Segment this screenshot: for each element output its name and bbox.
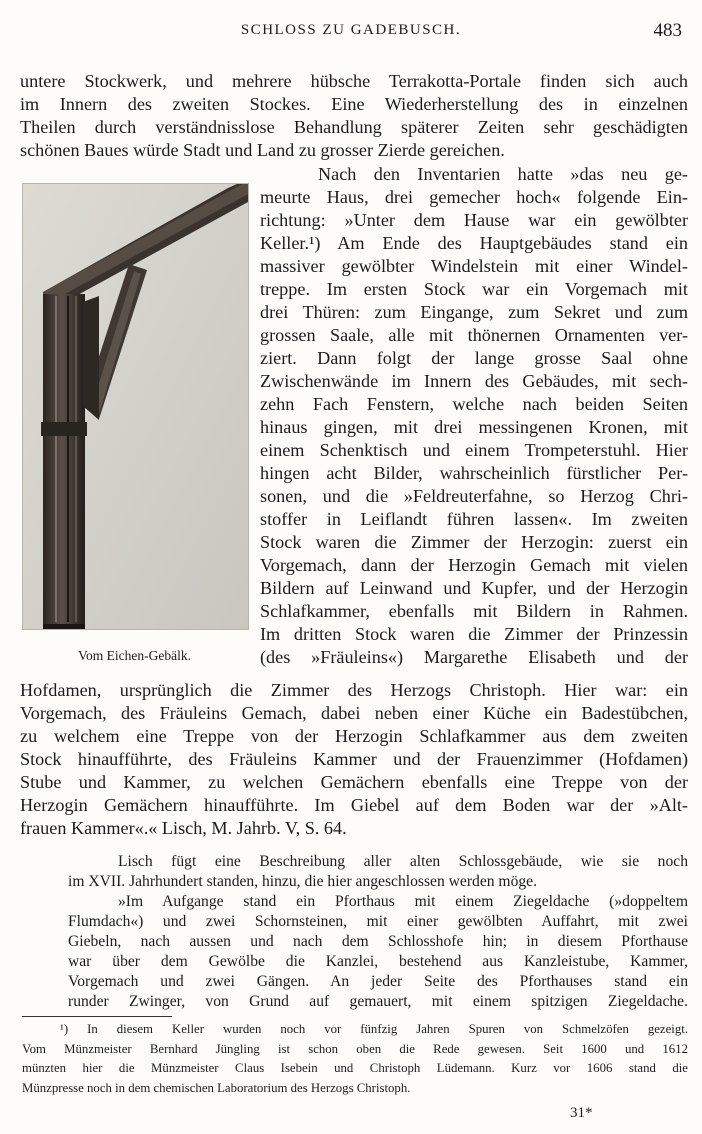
text-line: untere Stockwerk, und mehrere hübsche Terrakotta-Portale finden sich auch — [20, 71, 688, 91]
text-line: massiver gewölbter Windelstein mit einer Windel- — [260, 256, 688, 276]
paragraph-pforthaus — [68, 892, 688, 1012]
figure-caption: Vom Eichen-Gebälk. — [78, 648, 191, 663]
text-line: einem Schenktisch und einem Trompeterstuhl. Hier — [260, 440, 688, 460]
text-line: grossen Saale, alle mit thönernen Ornamenten ver- — [260, 325, 688, 345]
text-line: stoffer in Leiflandt führen lassen«. Im zweiten — [260, 509, 688, 529]
text-line: (des »Fräuleins«) Margarethe Elisabeth und der — [260, 647, 688, 667]
text-line: drei Thüren: zum Eingange, zum Sekret und zum — [260, 302, 688, 322]
text-line: sonen, und die »Feldreuterfahne, so Herzog Chri- — [260, 486, 688, 506]
footnote-line: münzten hier die Münzmeister Claus Isebein und Christoph Lüdemann. Kurz vor 1606 stand die — [22, 1061, 688, 1075]
text-line: meurte Haus, drei gemecher hoch« folgende Ein- — [260, 187, 688, 207]
text-line: »Im Aufgange stand ein Pforthaus mit einem Ziegeldache (»doppeltem — [118, 893, 688, 910]
text-line: runder Zwinger, von Grund auf gemauert, mit einem spitzigen Ziegeldache. — [68, 993, 688, 1010]
text-line: hingen acht Bilder, wahrscheinlich fürstlicher Per- — [260, 463, 688, 483]
text-line: Zwischenwände im Innern des Gebäudes, mit sech- — [260, 371, 688, 391]
paragraph-hofdamen — [20, 679, 688, 840]
footnote-divider — [22, 1016, 172, 1017]
text-line: Bildern auf Leinwand und Kupfer, und der Herzogin — [260, 578, 688, 598]
text-line: Vorgemach, dann der Herzogin Gemach mit vielen — [260, 555, 688, 575]
text-line: im Innern des zweiten Stockes. Eine Wiederherstellung des in einzelnen — [20, 94, 688, 114]
text-line: zu welchem eine Treppe von der Herzogin Schlafkammer aus dem zweiten — [20, 726, 688, 746]
footnote-line: Vom Münzmeister Bernhard Jüngling ist schon oben die Rede gewesen. Seit 1600 und 1612 — [22, 1041, 688, 1056]
paragraph-intro — [20, 70, 688, 162]
text-line: Stock hinaufführte, des Fräuleins Kammer und der Frauenzimmer (Hofdamen) — [20, 749, 688, 769]
text-line: Stock waren die Zimmer der Herzogin: zuerst ein — [260, 532, 688, 552]
text-line: Schlafkammer, ebenfalls mit Bildern in Rahmen. — [260, 601, 688, 621]
text-line: Vorgemach und zwei Gängen. An jeder Seite des Pforthauses stand ein — [68, 973, 688, 990]
page-number: 483 — [653, 20, 682, 41]
sheet-signature: 31* — [570, 1105, 593, 1121]
text-line: frauen Kammer«.« Lisch, M. Jahrb. V, S. 64. — [20, 818, 347, 838]
text-line: Theilen durch verständnisslose Behandlung späterer Zeiten sehr geschädigten — [20, 117, 688, 137]
text-line: Vorgemach, des Fräuleins Gemach, dabei neben einer Küche ein Badestübchen, — [20, 703, 688, 723]
text-line: ziert. Dann folgt der lange grosse Saal ohne — [260, 348, 688, 368]
footnote — [22, 1020, 688, 1098]
text-line: hinaus gingen, mit drei messingenen Kronen, mit — [260, 417, 688, 437]
text-line: Stube und Kammer, zu welchen Gemächern ebenfalls eine Treppe von der — [20, 772, 688, 792]
text-line: schönen Baues würde Stadt und Land zu grosser Zierde gereichen. — [20, 140, 505, 160]
oak-beam-illustration — [23, 184, 248, 629]
text-line: zehn Fach Fenstern, welche nach beiden Seiten — [260, 394, 688, 414]
text-line: Im dritten Stock waren die Zimmer der Prinzessin — [260, 624, 688, 644]
paragraph-inventory — [260, 163, 688, 669]
footnote-line: Münzpresse noch in dem chemischen Laboratorium des Herzogs Christoph. — [22, 1080, 411, 1095]
text-line: Hofdamen, ursprünglich die Zimmer des Herzogs Christoph. Hier war: ein — [20, 680, 688, 700]
paragraph-lisch-note — [68, 852, 688, 892]
figure-oak-beam-photo — [22, 183, 249, 630]
text-line: Giebeln, nach aussen und nach dem Schlosshofe hin; in diesem Pforthause — [68, 933, 688, 950]
text-line: Lisch fügt eine Beschreibung aller alten Schlossgebäude, wie sie noch — [118, 853, 688, 870]
text-line: Herzogin Gemächern hinaufführte. Im Giebel auf dem Boden war der »Alt- — [20, 795, 688, 815]
running-header-title: SCHLOSS ZU GADEBUSCH. — [240, 22, 462, 38]
text-line: richtung: »Unter dem Hause war ein gewölbter — [260, 210, 688, 230]
text-line: im XVII. Jahrhundert standen, hinzu, die hier angeschlossen werden möge. — [68, 873, 537, 890]
text-line: treppe. Im ersten Stock war ein Vorgemach mit — [260, 279, 688, 299]
text-line: Flumdach«) und zwei Schornsteinen, mit einer gewölbten Auffahrt, mit zwei — [68, 913, 688, 930]
text-line: Nach den Inventarien hatte »das neu ge- — [318, 164, 688, 184]
text-line: war über dem Gewölbe die Kanzlei, bestehend aus Kanzleistube, Kammer, — [68, 953, 688, 970]
footnote-line: ¹) In diesem Keller wurden noch vor fünfzig Jahren Spuren von Schmelzöfen gezeigt. — [60, 1022, 688, 1036]
text-line: Keller.¹) Am Ende des Hauptgebäudes stand ein — [260, 233, 688, 253]
